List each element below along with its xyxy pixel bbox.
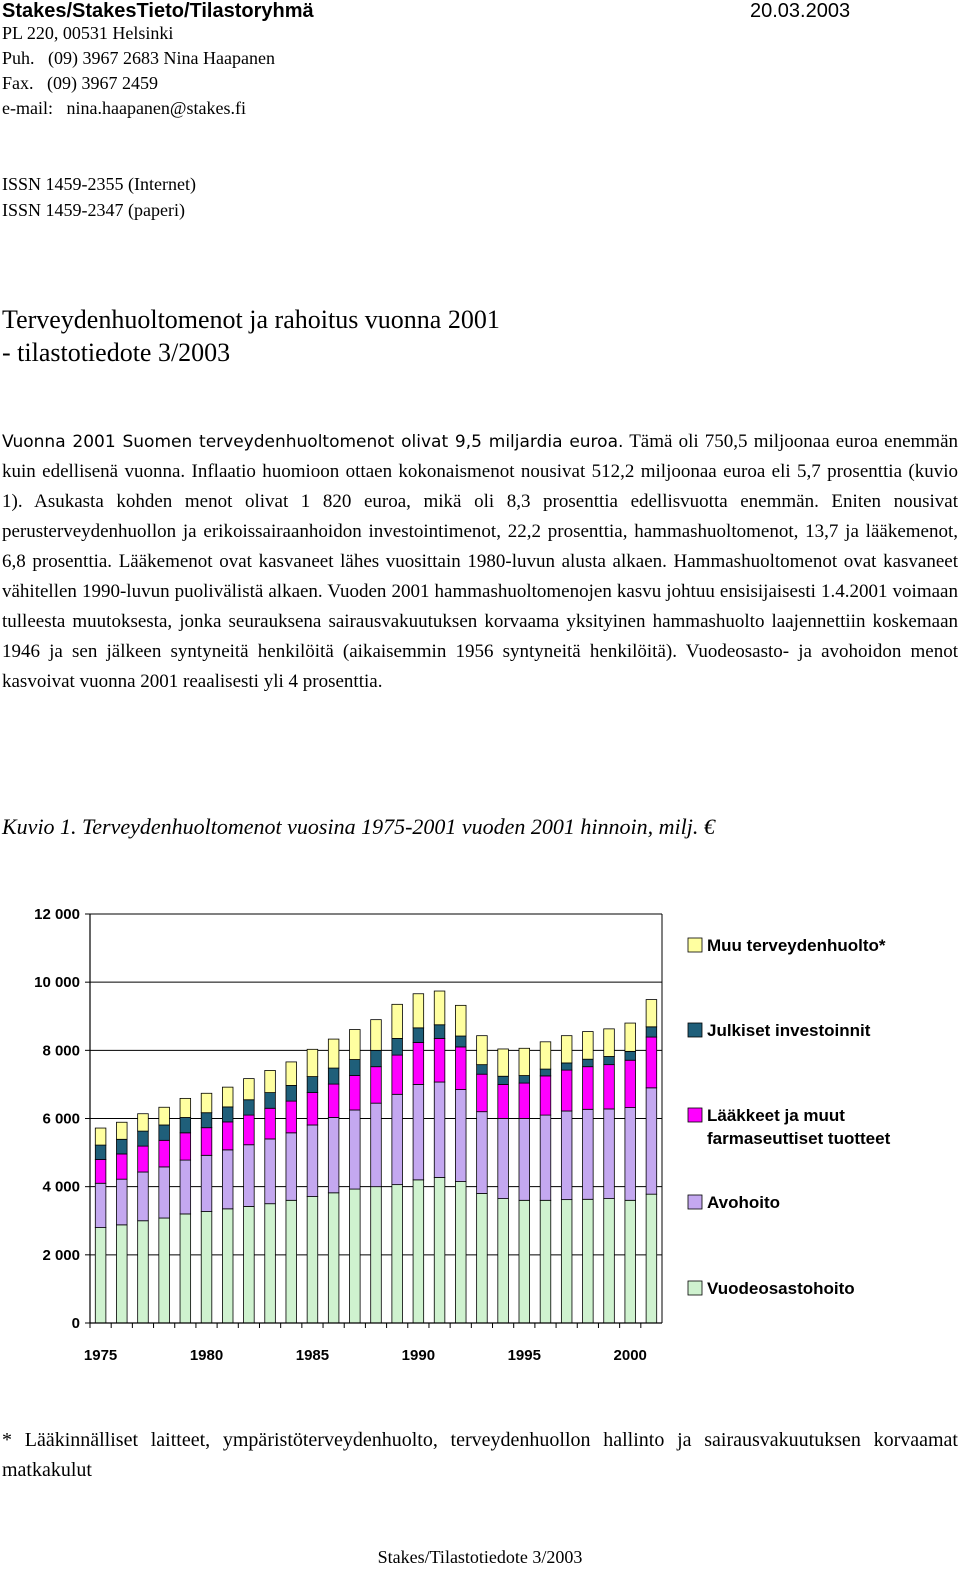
- bar-segment: [222, 1209, 233, 1323]
- bar-segment: [540, 1042, 551, 1069]
- bar-segment: [159, 1107, 170, 1125]
- legend-label: Julkiset investoinnit: [707, 1021, 871, 1040]
- bar-segment: [646, 1000, 657, 1027]
- email-line: e-mail: nina.haapanen@stakes.fi: [2, 98, 246, 118]
- bar-segment: [307, 1197, 318, 1323]
- x-tick-label: 1995: [507, 1347, 541, 1364]
- legend-swatch: [688, 1023, 702, 1037]
- title-line-2: - tilastotiedote 3/2003: [2, 338, 231, 367]
- bar-segment: [180, 1160, 191, 1214]
- bar-segment: [413, 1028, 424, 1043]
- bar-segment: [95, 1159, 106, 1183]
- postal-address: PL 220, 00531 Helsinki: [2, 23, 174, 43]
- bar-segment: [519, 1076, 530, 1083]
- bar-segment: [244, 1079, 255, 1100]
- bar-segment: [244, 1100, 255, 1115]
- bar-segment: [116, 1139, 127, 1154]
- bar-segment: [392, 1038, 403, 1055]
- bar-segment: [392, 1094, 403, 1184]
- y-tick-label: 2 000: [42, 1246, 80, 1264]
- bar-segment: [138, 1221, 149, 1323]
- issn-internet: ISSN 1459-2355 (Internet): [2, 174, 196, 194]
- bar-segment: [244, 1115, 255, 1145]
- bar-segment: [350, 1076, 361, 1110]
- bar-segment: [350, 1110, 361, 1189]
- bar-segment: [498, 1076, 509, 1084]
- bar-segment: [604, 1029, 615, 1057]
- y-tick-label: 4 000: [42, 1178, 80, 1196]
- bar-segment: [180, 1214, 191, 1323]
- bar-segment: [583, 1059, 594, 1066]
- bar-segment: [455, 1036, 466, 1047]
- y-tick-label: 0: [71, 1315, 80, 1332]
- phone-line: Puh. (09) 3967 2683 Nina Haapanen: [2, 48, 275, 68]
- x-tick-label: 1975: [83, 1347, 118, 1364]
- bar-segment: [392, 1185, 403, 1323]
- bar-segment: [328, 1039, 339, 1068]
- bar-segment: [159, 1140, 170, 1167]
- bar-segment: [222, 1150, 233, 1209]
- bar-segment: [583, 1067, 594, 1110]
- page-footer: Stakes/Tilastotiedote 3/2003: [377, 1547, 583, 1567]
- fax-line: Fax. (09) 3967 2459: [2, 73, 158, 93]
- bar-segment: [540, 1076, 551, 1115]
- bar-segment: [222, 1107, 233, 1122]
- legend-label: farmaseuttiset tuotteet: [707, 1129, 891, 1148]
- bar-segment: [116, 1154, 127, 1179]
- bar-segment: [498, 1119, 509, 1199]
- bar-segment: [561, 1036, 572, 1063]
- bar-segment: [328, 1117, 339, 1192]
- bar-segment: [625, 1060, 636, 1107]
- bar-segment: [477, 1036, 488, 1065]
- bar-segment: [95, 1183, 106, 1227]
- bar-segment: [116, 1122, 127, 1139]
- bar-segment: [604, 1109, 615, 1199]
- bar-segment: [646, 1027, 657, 1037]
- bar-segment: [116, 1225, 127, 1323]
- body-text: Tämä oli 750,5 miljoonaa euroa enemmän kuin edellisenä vuonna. Inflaatio huomioon ottaen kokonaismenot nousivat 512,2 miljoonaa euroa eli 5,7 prosenttia (kuvio 1). Asukasta kohden menot olivat 1 820 euroa, mikä oli 8,3 prosenttia edellisvuotta enemmän. Eniten nousivat perusterveydenhuollon ja erikoissairaanhoidon investointimenot, 22,2 prosenttia, hammashuoltomenot, 13,7 ja lääkemenot, 6,8 prosenttia. Lääkemenot ovat kasvaneet lähes vuosittain 1980-luvun alusta alkaen. Hammashuoltomenot ovat kasvaneet vähitellen 1990-luvun puolivälistä alkaen. Vuoden 2001 hammashuoltomenojen kasvu johtuu ensisijaisesti 1.4.2001 voimaan tulleesta muutoksesta, jonka seurauksena sairausvakuutuksen korvaama yksityinen hammashuolto laajennettiin koskemaan 1946 ja sen jälkeen syntyneitä henkilöitä (aikaisemmin 1956 syntyneitä henkilöitä). Vuodeosasto- ja avohoidon menot kasvoivat vuonna 2001 reaalisesti yli 4 prosenttia.: [2, 431, 959, 692]
- bar-segment: [434, 1082, 445, 1177]
- y-tick-label: 6 000: [42, 1110, 80, 1128]
- bar-segment: [561, 1111, 572, 1200]
- bar-segment: [646, 1037, 657, 1088]
- bar-segment: [477, 1074, 488, 1111]
- bar-segment: [286, 1062, 297, 1086]
- bar-segment: [498, 1084, 509, 1118]
- bar-segment: [477, 1112, 488, 1194]
- issn-paper: ISSN 1459-2347 (paperi): [2, 200, 185, 220]
- bar-segment: [328, 1068, 339, 1084]
- bar-segment: [625, 1200, 636, 1323]
- bar-segment: [95, 1128, 106, 1145]
- bar-segment: [371, 1187, 382, 1323]
- legend-swatch: [688, 1108, 702, 1122]
- bar-segment: [265, 1108, 276, 1139]
- bar-segment: [455, 1182, 466, 1323]
- bar-segment: [371, 1050, 382, 1066]
- bar-segment: [540, 1069, 551, 1076]
- y-tick-label: 8 000: [42, 1042, 80, 1060]
- bar-segment: [201, 1128, 212, 1156]
- bar-segment: [159, 1167, 170, 1218]
- bar-segment: [350, 1030, 361, 1060]
- bar-segment: [159, 1218, 170, 1323]
- bar-segment: [413, 1042, 424, 1084]
- x-tick-label: 1990: [401, 1347, 436, 1364]
- bar-segment: [477, 1065, 488, 1075]
- body-intro: Vuonna 2001 Suomen terveydenhuoltomenot olivat 9,5 miljardia euroa.: [2, 432, 624, 452]
- bar-segment: [477, 1193, 488, 1323]
- y-tick-label: 12 000: [34, 906, 80, 923]
- bar-segment: [350, 1060, 361, 1076]
- bar-segment: [498, 1199, 509, 1323]
- bar-segment: [583, 1109, 594, 1199]
- bar-segment: [180, 1133, 191, 1160]
- bar-segment: [519, 1083, 530, 1118]
- bar-segment: [286, 1200, 297, 1323]
- legend-swatch: [688, 1195, 702, 1209]
- bar-segment: [540, 1200, 551, 1323]
- bar-segment: [138, 1131, 149, 1146]
- bar-segment: [413, 994, 424, 1028]
- bar-segment: [328, 1084, 339, 1117]
- legend-label: Avohoito: [707, 1193, 781, 1212]
- bar-segment: [307, 1093, 318, 1125]
- bar-segment: [201, 1212, 212, 1323]
- x-tick-label: 1985: [295, 1347, 330, 1364]
- bar-segment: [265, 1139, 276, 1204]
- bar-segment: [244, 1145, 255, 1207]
- bar-segment: [286, 1085, 297, 1101]
- bar-segment: [95, 1145, 106, 1159]
- bar-segment: [434, 1038, 445, 1082]
- bar-segment: [116, 1179, 127, 1225]
- bar-segment: [519, 1200, 530, 1323]
- bar-segment: [413, 1180, 424, 1323]
- bar-segment: [455, 1090, 466, 1182]
- organization-name: Stakes/StakesTieto/Tilastoryhmä: [2, 0, 314, 22]
- bar-segment: [201, 1155, 212, 1211]
- bar-segment: [307, 1125, 318, 1197]
- bar-segment: [498, 1049, 509, 1076]
- bar-segment: [455, 1047, 466, 1090]
- bar-segment: [434, 1177, 445, 1323]
- bar-segment: [180, 1117, 191, 1132]
- bar-segment: [95, 1228, 106, 1323]
- bar-segment: [307, 1077, 318, 1093]
- bar-segment: [561, 1070, 572, 1111]
- stacked-bar-chart: [0, 895, 960, 1364]
- bar-segment: [222, 1122, 233, 1150]
- bar-segment: [519, 1048, 530, 1075]
- title-line-1: Terveydenhuoltomenot ja rahoitus vuonna 2001: [2, 305, 500, 334]
- bar-segment: [371, 1067, 382, 1103]
- bar-segment: [561, 1200, 572, 1323]
- bar-segment: [328, 1193, 339, 1323]
- legend-swatch: [688, 1281, 702, 1295]
- bar-segment: [138, 1114, 149, 1131]
- figure-caption: Kuvio 1. Terveydenhuoltomenot vuosina 1975-2001 vuoden 2001 hinnoin, milj. €: [2, 814, 715, 839]
- bar-segment: [413, 1084, 424, 1179]
- bar-segment: [307, 1049, 318, 1076]
- bar-segment: [138, 1146, 149, 1172]
- x-tick-label: 1980: [189, 1347, 224, 1364]
- bar-segment: [265, 1070, 276, 1092]
- bar-segment: [265, 1204, 276, 1323]
- bar-segment: [159, 1125, 170, 1140]
- bar-segment: [201, 1093, 212, 1112]
- bar-segment: [625, 1023, 636, 1051]
- bar-segment: [286, 1133, 297, 1200]
- bar-segment: [201, 1113, 212, 1128]
- bar-segment: [583, 1199, 594, 1323]
- bar-segment: [350, 1189, 361, 1323]
- bar-segment: [625, 1051, 636, 1060]
- bar-segment: [455, 1005, 466, 1036]
- document-title: [2, 303, 500, 369]
- y-tick-label: 10 000: [34, 974, 80, 992]
- bar-segment: [540, 1115, 551, 1200]
- bar-segment: [646, 1194, 657, 1323]
- bar-segment: [371, 1103, 382, 1187]
- bar-segment: [604, 1199, 615, 1323]
- bar-segment: [371, 1020, 382, 1051]
- bar-segment: [434, 1025, 445, 1039]
- bar-segment: [286, 1101, 297, 1133]
- bar-segment: [244, 1206, 255, 1323]
- bar-segment: [222, 1087, 233, 1107]
- legend-label: Vuodeosastohoito: [707, 1279, 855, 1298]
- bar-segment: [392, 1055, 403, 1094]
- bar-segment: [561, 1063, 572, 1070]
- bar-segment: [604, 1065, 615, 1109]
- bar-segment: [604, 1056, 615, 1064]
- legend-label: Lääkkeet ja muut: [707, 1106, 845, 1125]
- bar-segment: [434, 991, 445, 1025]
- bar-segment: [265, 1093, 276, 1109]
- bar-segment: [519, 1119, 530, 1201]
- bar-segment: [646, 1088, 657, 1194]
- publication-date: 20.03.2003: [750, 0, 851, 22]
- body-paragraph: [2, 427, 958, 697]
- bar-segment: [392, 1004, 403, 1038]
- x-tick-label: 2000: [613, 1347, 647, 1364]
- footnote: * Lääkinnälliset laitteet, ympäristöterveydenhuolto, terveydenhuollon hallinto ja sairausvakuutuksen korvaamat matkakulut: [2, 1429, 958, 1481]
- bar-segment: [625, 1108, 636, 1201]
- bar-segment: [583, 1032, 594, 1060]
- bar-segment: [180, 1098, 191, 1117]
- legend-swatch: [688, 938, 702, 952]
- bar-segment: [138, 1172, 149, 1221]
- legend-label: Muu terveydenhuolto*: [707, 936, 886, 955]
